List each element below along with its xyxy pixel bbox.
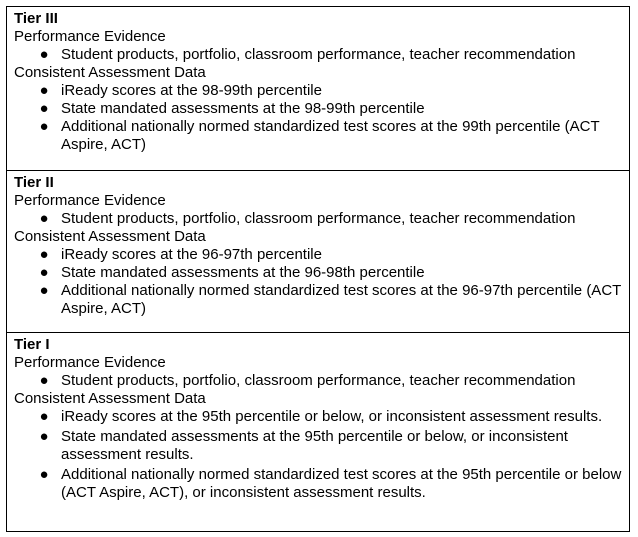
performance-evidence-label: Performance Evidence [14,354,166,371]
bullet-icon: ● [39,210,49,227]
assessment-data-label: Consistent Assessment Data [14,390,206,407]
list-item-text: Additional nationally normed standardized test scores at the 96-97th percentile (ACT Aspire, ACT) [61,282,622,317]
list-item [14,118,623,154]
list-item [14,372,623,390]
list-item [14,428,623,464]
tier-ii-section [7,171,629,333]
list-item-text: iReady scores at the 95th percentile or below, or inconsistent assessment results. [61,408,603,425]
bullet-icon: ● [39,46,49,63]
bullet-icon: ● [39,246,49,263]
list-item-text: Student products, portfolio, classroom performance, teacher recommendation [61,46,576,63]
tier-title: Tier III [14,10,58,27]
tier-i-section [7,333,629,531]
list-item [14,46,623,64]
assessment-data-label: Consistent Assessment Data [14,228,206,245]
list-item-text: State mandated assessments at the 96-98th percentile [61,264,425,281]
bullet-icon: ● [39,82,49,99]
list-item [14,408,623,426]
bullet-icon: ● [39,282,49,299]
list-item [14,210,623,228]
tier-table [6,6,630,532]
assessment-list [14,408,623,502]
bullet-icon: ● [39,466,49,483]
list-item [14,282,623,318]
tier-iii-section [7,7,629,171]
list-item-text: Student products, portfolio, classroom performance, teacher recommendation [61,372,576,389]
tier-title: Tier II [14,174,54,191]
bullet-icon: ● [39,118,49,135]
list-item [14,466,623,502]
list-item [14,82,623,100]
performance-list [14,210,623,228]
bullet-icon: ● [39,428,49,445]
performance-evidence-label: Performance Evidence [14,28,166,45]
list-item-text: Additional nationally normed standardized test scores at the 95th percentile or below (ACT Aspire, ACT), or inconsistent assessment results. [61,466,622,501]
assessment-list [14,246,623,318]
performance-list [14,46,623,64]
list-item [14,264,623,282]
performance-evidence-label: Performance Evidence [14,192,166,209]
list-item [14,100,623,118]
list-item [14,246,623,264]
bullet-icon: ● [39,372,49,389]
list-item-text: iReady scores at the 98-99th percentile [61,82,322,99]
bullet-icon: ● [39,408,49,425]
list-item-text: iReady scores at the 96-97th percentile [61,246,322,263]
assessment-data-label: Consistent Assessment Data [14,64,206,81]
assessment-list [14,82,623,154]
list-item-text: Additional nationally normed standardized test scores at the 99th percentile (ACT Aspire, ACT) [61,118,600,153]
performance-list [14,372,623,390]
bullet-icon: ● [39,264,49,281]
tier-title: Tier I [14,336,50,353]
list-item-text: State mandated assessments at the 95th percentile or below, or inconsistent assessment results. [61,428,568,463]
list-item-text: State mandated assessments at the 98-99th percentile [61,100,425,117]
list-item-text: Student products, portfolio, classroom performance, teacher recommendation [61,210,576,227]
bullet-icon: ● [39,100,49,117]
